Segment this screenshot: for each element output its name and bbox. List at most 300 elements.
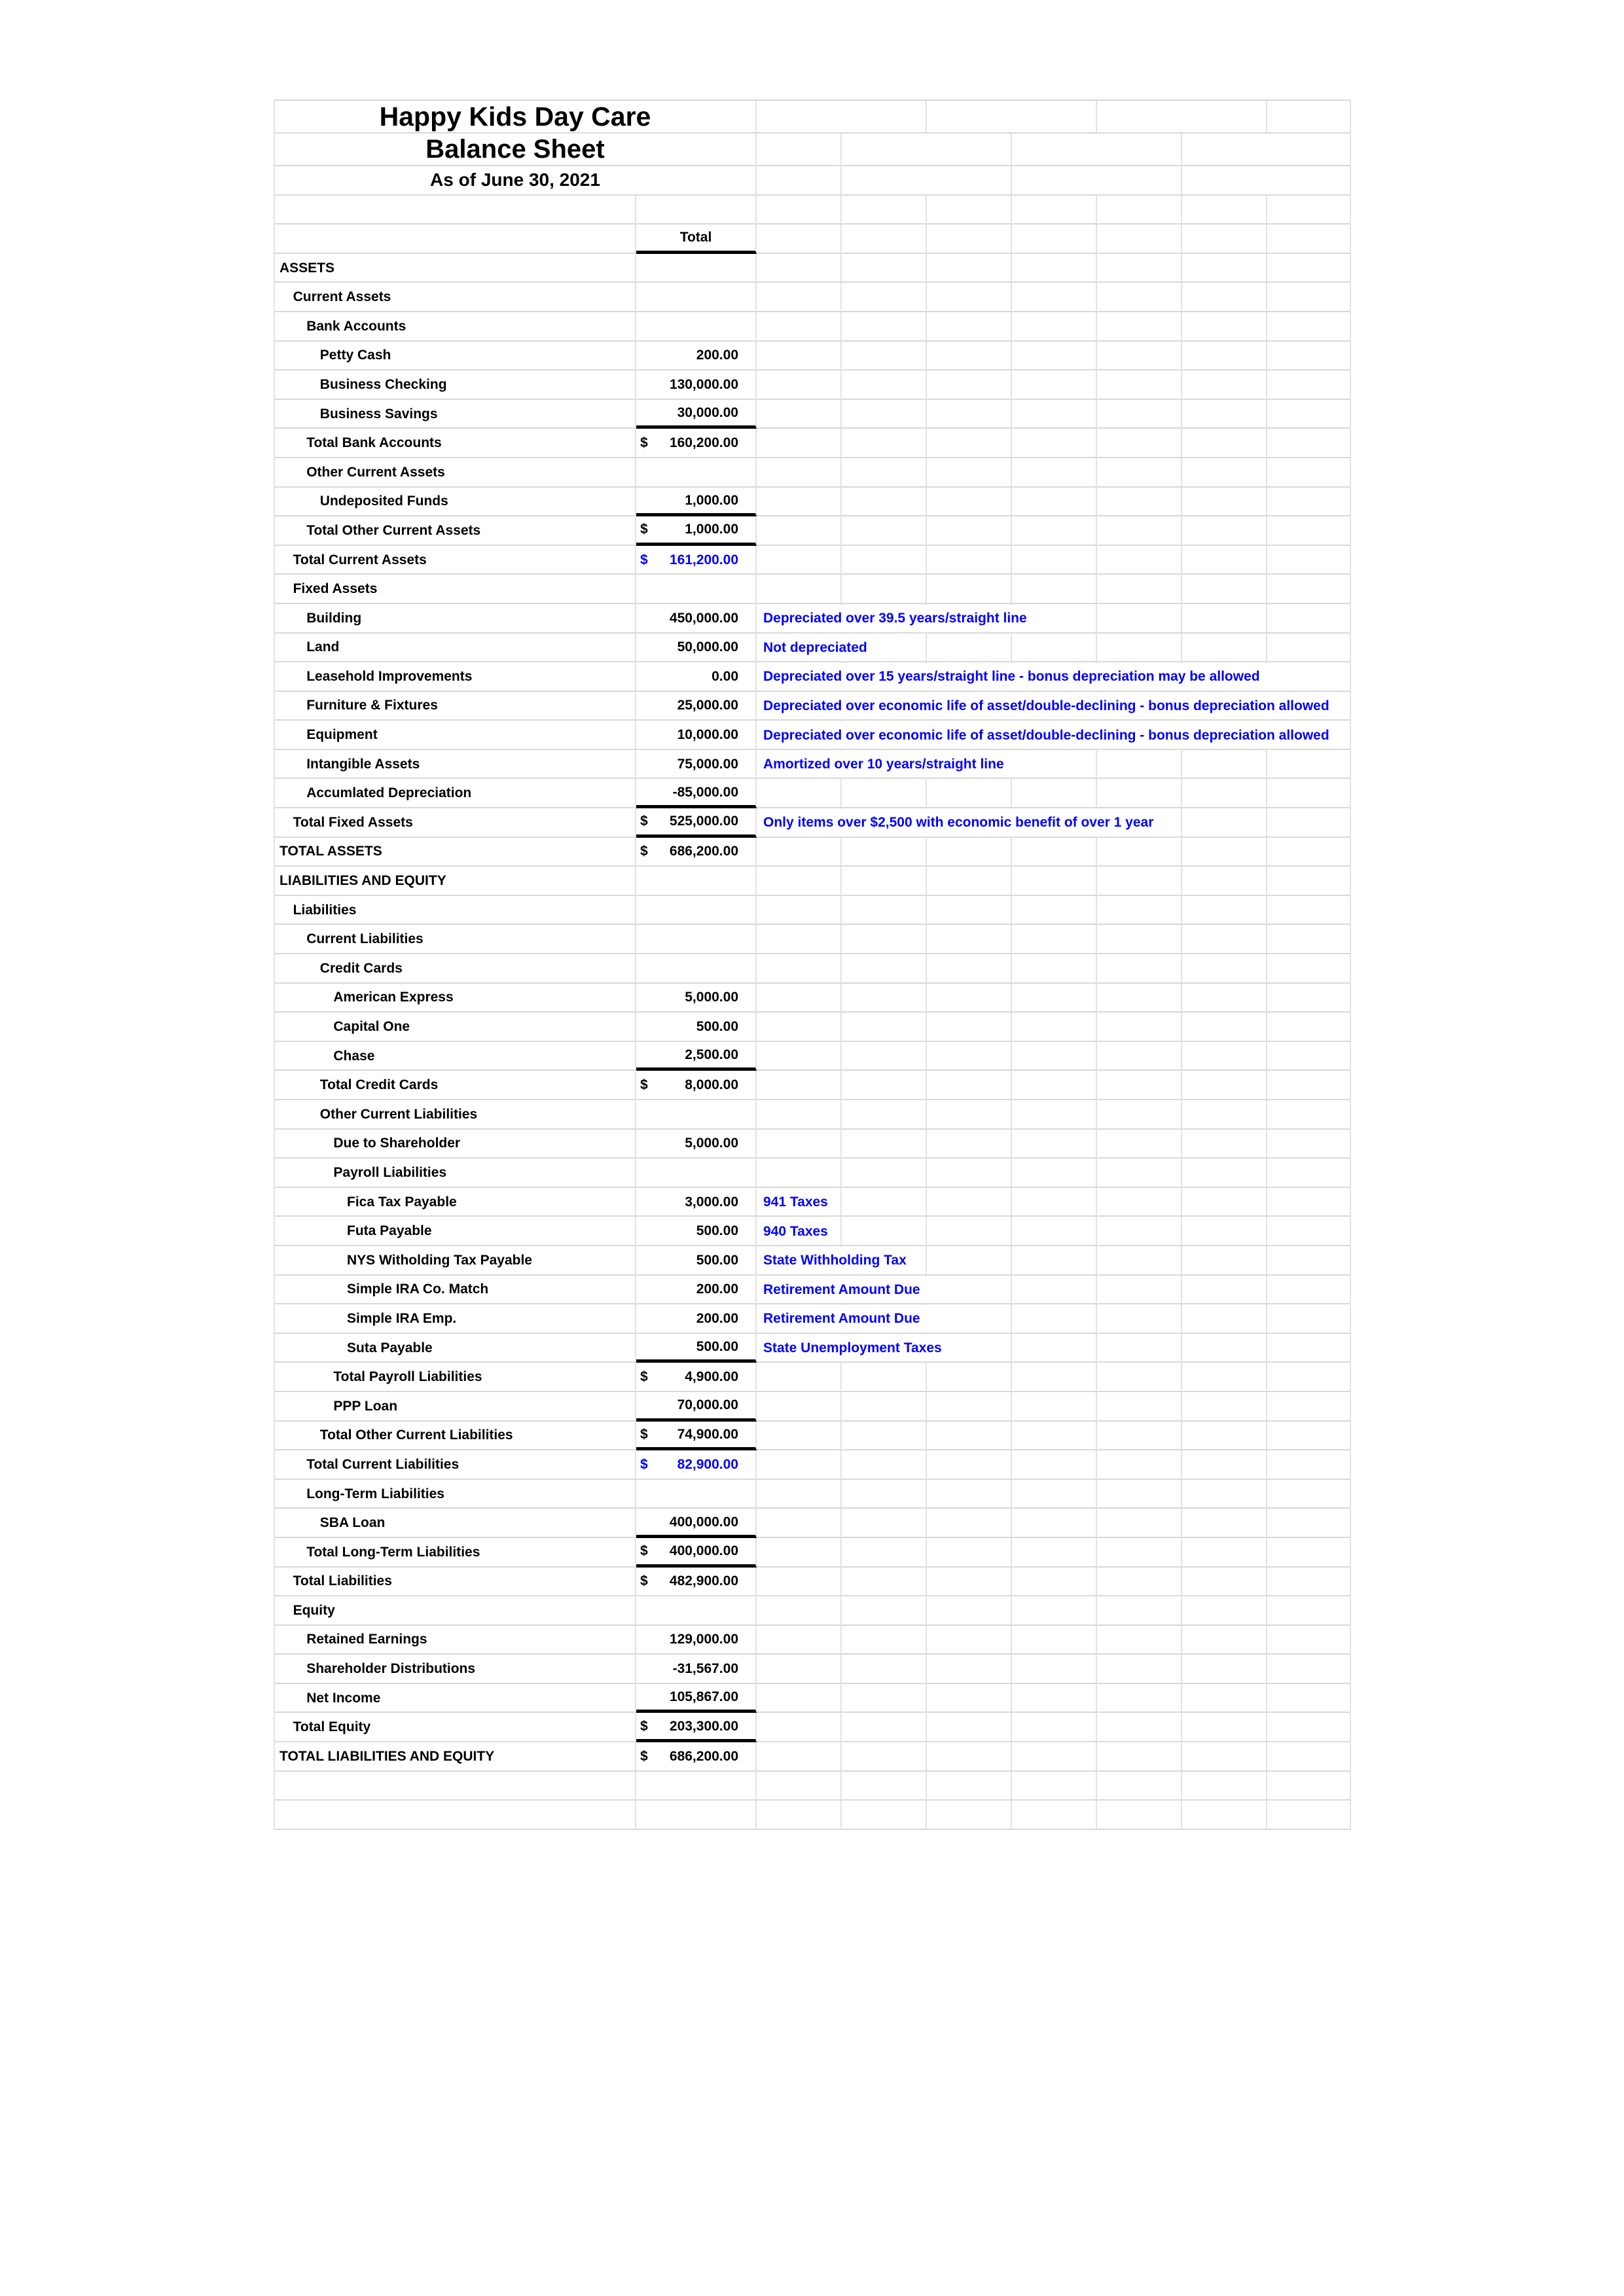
row-amount: 5,000.00 xyxy=(685,990,738,1005)
cell xyxy=(842,1480,927,1509)
cell xyxy=(757,546,842,575)
row-label: Long-Term Liabilities xyxy=(306,1486,444,1501)
cell xyxy=(1267,1772,1351,1801)
cell xyxy=(842,1655,927,1684)
sheet-row xyxy=(275,1392,1351,1422)
cell xyxy=(757,1480,842,1509)
cell xyxy=(1182,1304,1267,1334)
cell xyxy=(1267,1596,1351,1626)
cell xyxy=(927,779,1012,808)
row-note: Depreciated over economic life of asset/double-declining - bonus depreciation allowed xyxy=(759,692,1337,720)
cell xyxy=(1097,312,1182,342)
sheet-row xyxy=(275,1042,1351,1071)
cell xyxy=(842,1392,927,1422)
cell xyxy=(1182,134,1351,166)
cell xyxy=(1267,312,1351,342)
cell xyxy=(1267,984,1351,1013)
cell xyxy=(757,954,842,984)
row-note: Retirement Amount Due xyxy=(759,1305,928,1333)
row-amount: 200.00 xyxy=(696,348,738,363)
sheet-row xyxy=(275,516,1351,546)
cell xyxy=(1267,1100,1351,1130)
cell xyxy=(636,604,757,634)
cell xyxy=(757,896,842,925)
cell xyxy=(636,896,757,925)
cell xyxy=(1012,838,1097,867)
cell xyxy=(1012,516,1097,546)
cell xyxy=(757,1422,842,1451)
row-note: Not depreciated xyxy=(759,634,875,662)
cell xyxy=(1182,342,1267,371)
cell xyxy=(1097,342,1182,371)
sheet-row xyxy=(275,1626,1351,1655)
cell xyxy=(1182,283,1267,312)
cell xyxy=(1182,400,1267,429)
cell xyxy=(927,1626,1012,1655)
row-amount: 400,000.00 xyxy=(669,1543,738,1559)
cell xyxy=(636,254,757,283)
cell xyxy=(927,575,1012,604)
sheet-row xyxy=(275,925,1351,954)
sheet-row xyxy=(275,1713,1351,1742)
cell xyxy=(1012,1596,1097,1626)
row-label: Chase xyxy=(333,1048,375,1064)
cell xyxy=(1267,634,1351,663)
cell xyxy=(1097,1450,1182,1480)
row-amount: 1,000.00 xyxy=(685,492,738,508)
cell xyxy=(275,1392,636,1422)
cell xyxy=(927,1713,1012,1742)
cell xyxy=(1012,954,1097,984)
sheet-row xyxy=(275,838,1351,867)
cell xyxy=(1267,1684,1351,1713)
cell xyxy=(1267,1538,1351,1568)
cell xyxy=(927,634,1012,663)
sheet-row xyxy=(275,1655,1351,1684)
cell xyxy=(275,1246,636,1276)
cell xyxy=(1097,254,1182,283)
cell xyxy=(757,1363,842,1392)
sheet-row xyxy=(275,342,1351,371)
row-label: Other Current Liabilities xyxy=(319,1106,478,1122)
cell xyxy=(1097,1100,1182,1130)
cell xyxy=(927,342,1012,371)
cell xyxy=(1267,196,1351,225)
cell xyxy=(927,101,1097,134)
cell xyxy=(757,1509,842,1538)
cell xyxy=(927,1100,1012,1130)
row-label: Simple IRA Co. Match xyxy=(347,1282,489,1297)
row-amount: 82,900.00 xyxy=(677,1456,738,1472)
row-amount: 5,000.00 xyxy=(685,1136,738,1151)
row-amount: 450,000.00 xyxy=(669,610,738,626)
cell xyxy=(927,1655,1012,1684)
cell xyxy=(1012,1772,1097,1801)
sheet-row xyxy=(275,370,1351,400)
sheet-row xyxy=(275,808,1351,838)
cell xyxy=(1182,1684,1267,1713)
cell xyxy=(1097,779,1182,808)
cell xyxy=(1267,867,1351,896)
cell xyxy=(275,1422,636,1451)
row-label: Accumlated Depreciation xyxy=(306,785,472,801)
cell xyxy=(1097,488,1182,517)
cell xyxy=(1267,1422,1351,1451)
cell xyxy=(1012,1422,1097,1451)
cell xyxy=(927,1684,1012,1713)
sheet-row xyxy=(275,1246,1351,1276)
row-amount: 160,200.00 xyxy=(669,435,738,451)
cell xyxy=(1182,808,1267,838)
cell xyxy=(927,1742,1012,1772)
cell xyxy=(1182,1538,1267,1568)
cell xyxy=(757,779,842,808)
cell xyxy=(275,1772,636,1801)
cell xyxy=(757,1538,842,1568)
cell xyxy=(636,838,757,867)
cell xyxy=(1097,750,1182,780)
cell xyxy=(1182,1626,1267,1655)
row-label: Fica Tax Payable xyxy=(347,1194,457,1210)
cell xyxy=(1097,1772,1182,1801)
cell xyxy=(1182,1246,1267,1276)
sheet-row xyxy=(275,1596,1351,1626)
cell xyxy=(1267,575,1351,604)
cell xyxy=(1267,429,1351,458)
cell xyxy=(636,342,757,371)
sheet-row xyxy=(275,604,1351,634)
cell xyxy=(927,516,1012,546)
cell xyxy=(275,896,636,925)
sheet-row xyxy=(275,312,1351,342)
cell xyxy=(636,867,757,896)
row-amount: 129,000.00 xyxy=(669,1632,738,1647)
cell xyxy=(636,1538,757,1568)
cell xyxy=(757,312,842,342)
row-label: Total Current Liabilities xyxy=(306,1456,460,1472)
cell xyxy=(275,984,636,1013)
sheet-row xyxy=(275,1772,1351,1801)
cell xyxy=(275,458,636,488)
cell xyxy=(275,1042,636,1071)
cell xyxy=(275,134,757,166)
cell xyxy=(927,1480,1012,1509)
cell xyxy=(275,1071,636,1100)
cell xyxy=(1097,867,1182,896)
cell xyxy=(1097,954,1182,984)
cell xyxy=(842,1188,927,1217)
row-amount: 482,900.00 xyxy=(669,1573,738,1589)
cell xyxy=(1267,1509,1351,1538)
cell xyxy=(1012,312,1097,342)
cell xyxy=(1097,1042,1182,1071)
cell xyxy=(1097,1130,1182,1159)
cell xyxy=(1267,283,1351,312)
cell xyxy=(757,1626,842,1655)
cell xyxy=(842,283,927,312)
cell xyxy=(842,1100,927,1130)
cell xyxy=(757,1801,842,1830)
cell xyxy=(275,779,636,808)
cell xyxy=(1097,1246,1182,1276)
cell xyxy=(1182,1568,1267,1597)
cell xyxy=(1012,1217,1097,1246)
cell xyxy=(275,254,636,283)
row-label: LIABILITIES AND EQUITY xyxy=(280,873,446,889)
cell xyxy=(636,1450,757,1480)
cell xyxy=(636,808,757,838)
row-amount: 10,000.00 xyxy=(677,727,738,743)
cell xyxy=(636,1130,757,1159)
cell xyxy=(1097,1304,1182,1334)
cell xyxy=(1267,604,1351,634)
cell xyxy=(842,546,927,575)
dollar-sign: $ xyxy=(640,1543,648,1559)
cell xyxy=(1267,516,1351,546)
cell xyxy=(275,1509,636,1538)
cell xyxy=(757,1596,842,1626)
sheet-row xyxy=(275,1217,1351,1246)
cell xyxy=(1012,458,1097,488)
row-amount: 30,000.00 xyxy=(677,405,738,421)
cell xyxy=(1267,1246,1351,1276)
dollar-sign: $ xyxy=(640,522,648,537)
cell xyxy=(275,721,636,750)
cell xyxy=(842,166,1012,196)
cell xyxy=(842,1158,927,1188)
row-amount: 203,300.00 xyxy=(669,1718,738,1734)
cell xyxy=(757,224,842,254)
cell xyxy=(842,254,927,283)
row-label: Total Credit Cards xyxy=(319,1077,439,1093)
row-label: Intangible Assets xyxy=(306,756,420,772)
cell xyxy=(842,984,927,1013)
cell xyxy=(275,867,636,896)
cell xyxy=(275,546,636,575)
cell xyxy=(636,925,757,954)
cell xyxy=(1182,1100,1267,1130)
cell xyxy=(927,458,1012,488)
dollar-sign: $ xyxy=(640,435,648,451)
cell xyxy=(636,458,757,488)
cell xyxy=(1012,750,1097,780)
cell xyxy=(1182,984,1267,1013)
row-amount: 161,200.00 xyxy=(669,552,738,567)
cell xyxy=(1097,400,1182,429)
cell xyxy=(1182,166,1351,196)
cell xyxy=(1012,1801,1097,1830)
cell xyxy=(1012,867,1097,896)
row-label: Bank Accounts xyxy=(306,318,406,334)
sheet-row xyxy=(275,196,1351,225)
cell xyxy=(842,954,927,984)
cell xyxy=(1012,1013,1097,1042)
cell xyxy=(1182,1480,1267,1509)
sheet-row xyxy=(275,1363,1351,1392)
cell xyxy=(275,634,636,663)
sheet-row xyxy=(275,134,1351,166)
cell xyxy=(842,429,927,458)
row-label: American Express xyxy=(333,990,454,1005)
cell xyxy=(842,196,927,225)
cell xyxy=(842,516,927,546)
cell xyxy=(1182,1130,1267,1159)
cell xyxy=(1267,896,1351,925)
row-label: Credit Cards xyxy=(319,960,403,976)
cell xyxy=(927,1304,1012,1334)
cell xyxy=(636,984,757,1013)
cell xyxy=(757,1013,842,1042)
cell xyxy=(927,1130,1012,1159)
cell xyxy=(1012,429,1097,458)
cell xyxy=(842,1772,927,1801)
cell xyxy=(275,342,636,371)
cell xyxy=(1012,342,1097,371)
cell xyxy=(1012,1304,1097,1334)
dollar-sign: $ xyxy=(640,814,648,829)
cell xyxy=(842,1450,927,1480)
sheet-row xyxy=(275,101,1351,134)
cell xyxy=(636,1568,757,1597)
cell xyxy=(1097,1276,1182,1305)
cell xyxy=(1012,1334,1097,1363)
cell xyxy=(275,604,636,634)
cell xyxy=(636,634,757,663)
cell xyxy=(275,516,636,546)
cell xyxy=(1097,370,1182,400)
cell xyxy=(1012,1450,1097,1480)
cell xyxy=(1012,1042,1097,1071)
cell xyxy=(1012,1130,1097,1159)
cell xyxy=(275,1217,636,1246)
row-amount: 500.00 xyxy=(696,1339,738,1355)
row-label: Liabilities xyxy=(293,902,357,918)
sheet-row xyxy=(275,1013,1351,1042)
row-note: Retirement Amount Due xyxy=(759,1276,928,1304)
row-label: Equipment xyxy=(306,727,378,743)
cell xyxy=(275,283,636,312)
cell xyxy=(927,1042,1012,1071)
cell xyxy=(1097,224,1182,254)
cell xyxy=(1097,1713,1182,1742)
cell xyxy=(927,1538,1012,1568)
cell xyxy=(1097,1013,1182,1042)
row-amount: 4,900.00 xyxy=(685,1369,738,1385)
cell xyxy=(275,1480,636,1509)
row-amount: 500.00 xyxy=(696,1019,738,1035)
sheet-row xyxy=(275,400,1351,429)
cell xyxy=(1012,1246,1097,1276)
cell xyxy=(1267,488,1351,517)
cell xyxy=(636,1655,757,1684)
cell xyxy=(275,838,636,867)
cell xyxy=(757,1130,842,1159)
cell xyxy=(636,1742,757,1772)
cell xyxy=(757,1100,842,1130)
cell xyxy=(1012,1392,1097,1422)
cell xyxy=(842,1422,927,1451)
row-amount: 686,200.00 xyxy=(669,1748,738,1764)
sheet-row xyxy=(275,575,1351,604)
row-note: Amortized over 10 years/straight line xyxy=(759,751,1012,778)
row-amount: 50,000.00 xyxy=(677,639,738,655)
total-column-header: Total xyxy=(679,230,712,245)
cell xyxy=(1012,283,1097,312)
cell xyxy=(927,1276,1012,1305)
cell xyxy=(636,1042,757,1071)
cell xyxy=(1097,1392,1182,1422)
row-label: Total Bank Accounts xyxy=(306,435,442,451)
cell xyxy=(842,134,1012,166)
as-of-date: As of June 30, 2021 xyxy=(430,170,600,190)
cell xyxy=(1182,954,1267,984)
cell xyxy=(927,1013,1012,1042)
cell xyxy=(1267,1713,1351,1742)
cell xyxy=(1182,1013,1267,1042)
cell xyxy=(636,370,757,400)
cell xyxy=(1267,1304,1351,1334)
cell xyxy=(757,838,842,867)
cell xyxy=(1097,283,1182,312)
cell xyxy=(1097,634,1182,663)
cell xyxy=(842,1538,927,1568)
row-label: NYS Witholding Tax Payable xyxy=(347,1252,532,1268)
cell xyxy=(275,1158,636,1188)
cell xyxy=(1097,516,1182,546)
sheet-row xyxy=(275,1100,1351,1130)
cell xyxy=(842,896,927,925)
cell xyxy=(927,1158,1012,1188)
cell xyxy=(1267,750,1351,780)
cell xyxy=(1267,254,1351,283)
dollar-sign: $ xyxy=(640,1456,648,1472)
sheet-row xyxy=(275,1422,1351,1451)
cell xyxy=(842,1626,927,1655)
cell xyxy=(927,196,1012,225)
cell xyxy=(1097,429,1182,458)
cell xyxy=(1182,1392,1267,1422)
cell xyxy=(1182,1217,1267,1246)
cell xyxy=(927,1071,1012,1100)
cell xyxy=(275,370,636,400)
cell xyxy=(636,1276,757,1305)
cell xyxy=(1012,1684,1097,1713)
cell xyxy=(636,1158,757,1188)
sheet-row xyxy=(275,1304,1351,1334)
row-label: Due to Shareholder xyxy=(333,1136,461,1151)
cell xyxy=(1182,1596,1267,1626)
sheet-row xyxy=(275,1276,1351,1305)
cell xyxy=(927,896,1012,925)
dollar-sign: $ xyxy=(640,1077,648,1093)
row-amount: 105,867.00 xyxy=(669,1689,738,1705)
cell xyxy=(636,1304,757,1334)
cell xyxy=(1182,634,1267,663)
report-title: Balance Sheet xyxy=(425,135,605,164)
cell xyxy=(842,925,927,954)
cell xyxy=(927,1217,1012,1246)
cell xyxy=(1012,546,1097,575)
cell xyxy=(1182,458,1267,488)
row-label: Land xyxy=(306,639,340,655)
cell xyxy=(275,954,636,984)
row-label: Capital One xyxy=(333,1019,410,1035)
cell xyxy=(1182,1450,1267,1480)
cell xyxy=(842,867,927,896)
row-label: TOTAL ASSETS xyxy=(280,844,382,859)
cell xyxy=(1267,1188,1351,1217)
cell xyxy=(1012,224,1097,254)
